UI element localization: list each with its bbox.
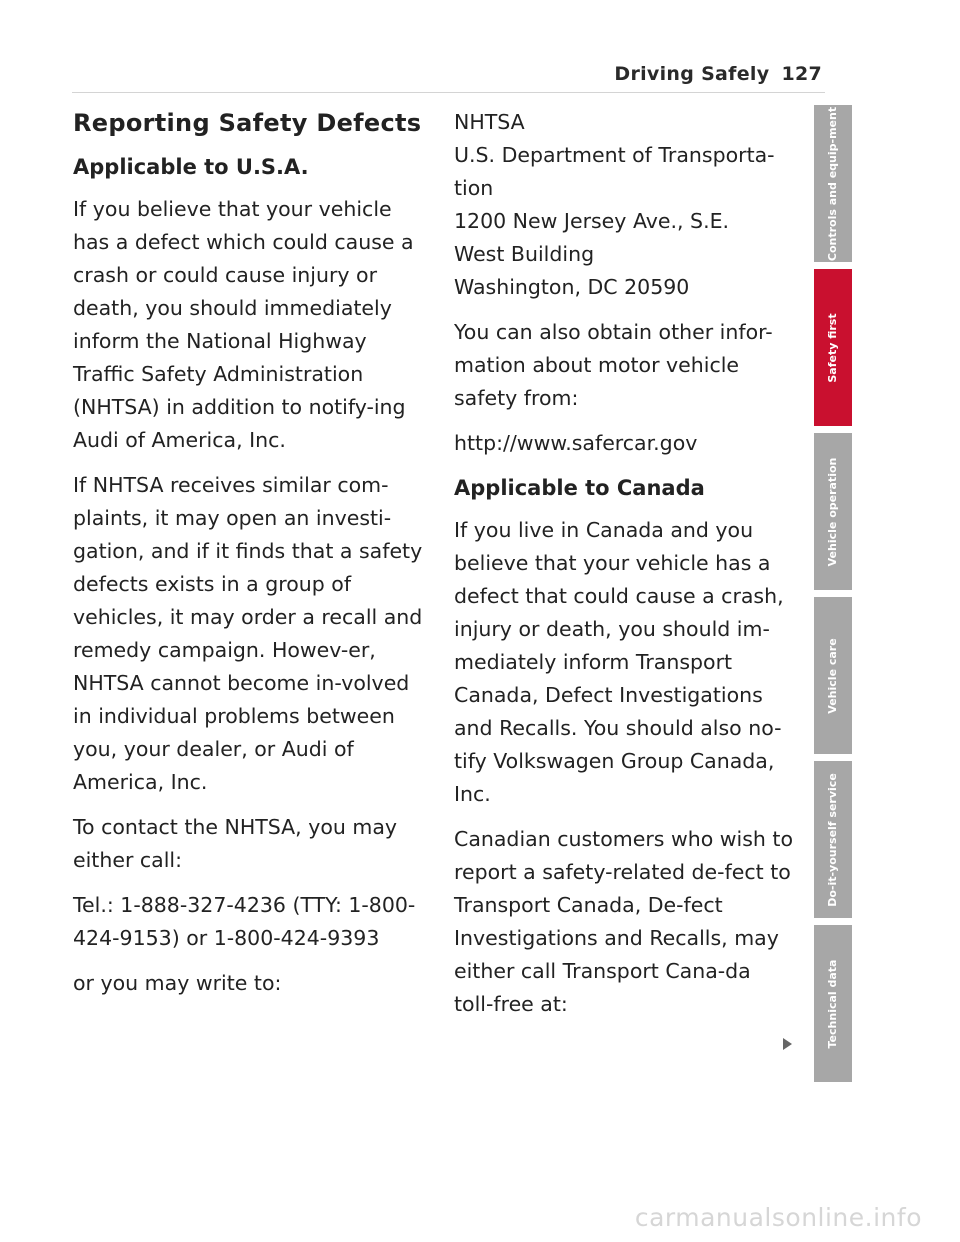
tab-label: Safety first bbox=[826, 312, 839, 383]
address-line: NHTSA bbox=[454, 110, 525, 134]
address-line: 1200 New Jersey Ave., S.E. bbox=[454, 209, 730, 233]
tab-label: Controls and equip-ment bbox=[826, 106, 839, 261]
paragraph: If NHTSA receives similar com-plaints, it may open an investi-gation, and if it finds that a safety defects exists in a group of vehicles, it may order a recall and remedy campaign. Howev-er, NHTSA cannot become in-volved in individual problems between you, your dealer, or Audi of America, Inc. bbox=[73, 473, 423, 794]
paragraph: If you believe that your vehicle has a defect which could cause a crash or could cause injury or death, you should immediately inform the National Highway Traffic Safety Administration (NHTSA) in addition to notify-ing Audi of America, Inc. bbox=[73, 197, 414, 452]
tab-label: Vehicle care bbox=[826, 637, 839, 714]
address-line: West Building bbox=[454, 242, 595, 266]
mailing-address bbox=[454, 106, 794, 304]
tab-safety-first[interactable] bbox=[814, 269, 852, 426]
paragraph: Canadian customers who wish to report a safety-related de-fect to Transport Canada, De-fect Investigations and Recalls, may either call Transport Cana-da toll-free at: bbox=[454, 827, 793, 1016]
tab-technical-data[interactable] bbox=[814, 925, 852, 1082]
section-title: Reporting Safety Defects bbox=[73, 109, 422, 137]
tab-vehicle-operation[interactable] bbox=[814, 433, 852, 590]
running-header bbox=[614, 63, 822, 85]
tab-label: Vehicle operation bbox=[826, 457, 839, 566]
paragraph: or you may write to: bbox=[73, 971, 282, 995]
address-line: U.S. Department of Transporta-tion bbox=[454, 143, 775, 200]
website-url: http://www.safercar.gov bbox=[454, 431, 698, 455]
subtitle-canada: Applicable to Canada bbox=[454, 476, 705, 500]
left-column bbox=[73, 106, 433, 1012]
chapter-tabs bbox=[814, 105, 852, 1089]
paragraph: If you live in Canada and you believe that your vehicle has a defect that could cause a crash, injury or death, you should im-mediately inform Transport Canada, Defect Investigations and Recalls. You should also no-tify Volkswagen Group Canada, Inc. bbox=[454, 518, 784, 806]
tab-do-it-yourself-service[interactable] bbox=[814, 761, 852, 918]
address-line: Washington, DC 20590 bbox=[454, 275, 690, 299]
paragraph: To contact the NHTSA, you may either call: bbox=[73, 815, 398, 872]
header-section-title: Driving Safely bbox=[614, 63, 770, 85]
page-number: 127 bbox=[781, 63, 822, 85]
paragraph: You can also obtain other infor-mation about motor vehicle safety from: bbox=[454, 320, 773, 410]
tab-controls-and-equipment[interactable] bbox=[814, 105, 852, 262]
continue-arrow-icon bbox=[783, 1038, 792, 1050]
phone-numbers: Tel.: 1-888-327-4236 (TTY: 1-800-424-9153) or 1-800-424-9393 bbox=[73, 893, 416, 950]
right-column bbox=[454, 106, 794, 1033]
header-divider bbox=[72, 92, 825, 93]
tab-vehicle-care[interactable] bbox=[814, 597, 852, 754]
subtitle-usa: Applicable to U.S.A. bbox=[73, 155, 309, 179]
tab-label: Do-it-yourself service bbox=[826, 772, 839, 907]
watermark: carmanualsonline.info bbox=[634, 1203, 922, 1232]
tab-label: Technical data bbox=[826, 959, 839, 1048]
